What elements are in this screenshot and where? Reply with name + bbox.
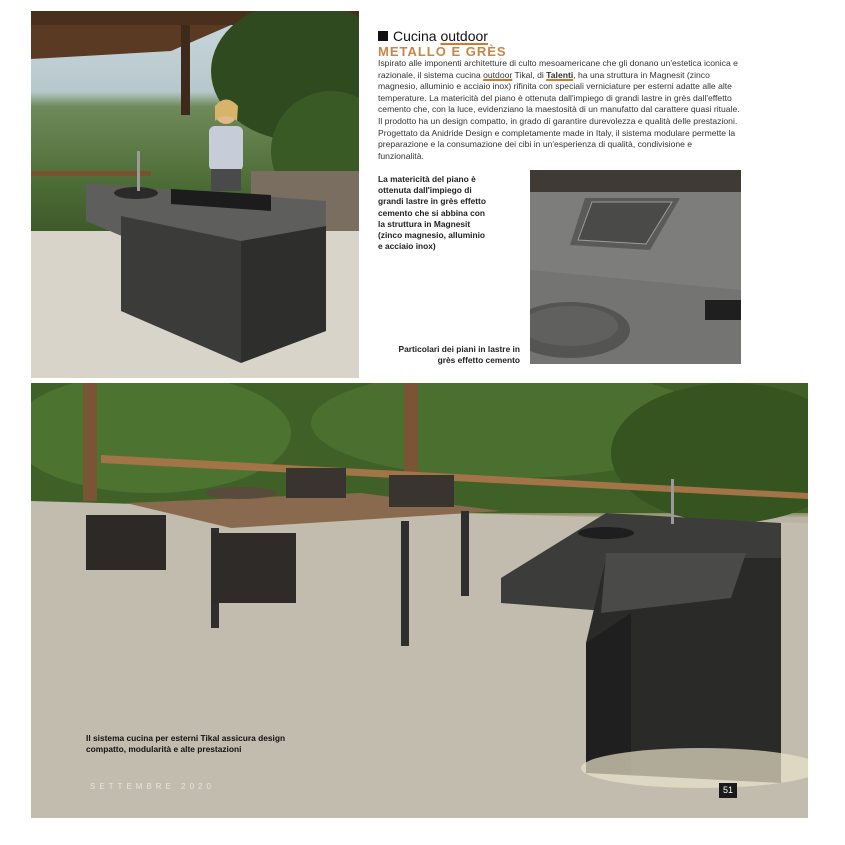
article-title-accent: outdoor: [440, 28, 488, 44]
body-text-accent: outdoor: [483, 69, 513, 80]
photo-outdoor-kitchen-woman: [31, 11, 359, 378]
title-row: [378, 28, 738, 44]
article-subtitle: METALLO E GRÈS: [378, 44, 507, 59]
caption-material: La matericità del piano è ottenuta dall'impiego di grandi lastre in grès effetto cemento che si abbina con la struttura in Magnesit (zinco magnesio, alluminio e acciaio inox): [378, 174, 486, 252]
caption-detail: Particolari dei piani in lastre in grès effetto cemento: [398, 344, 520, 366]
article-header: [378, 28, 738, 59]
body-text-part3: , ha una struttura in Magnesit (zinco magnesio, alluminio e acciaio inox) rifinita con speciali verniciature per esterni adatte alle alte temperature. La matericità del piano è ottenuta dall'impiego di grandi lastre in grès dall'effetto cemento che, con la luce, evidenziano la maestosità di un manufatto dal carattere quasi rituale. Il prodotto ha un design compatto, in grado di garantire durevolezza e qualità delle prestazioni. Progettato da Anidride Design e completamente made in Italy, il sistema modulare permette la preparazione e la consumazione dei cibi in un'esperienza di qualità, condivisione e funzionalità.: [378, 69, 740, 161]
body-brand-name: Talenti: [546, 69, 574, 80]
photo-sink-detail-illustration: [530, 170, 741, 364]
photo-outdoor-kitchen-woman-illustration: [31, 11, 359, 378]
article-body: [378, 58, 740, 162]
title-square-icon: [378, 31, 388, 41]
body-text-part1: Ispirato alle imponenti architetture di culto mesoamericane che gli donano un'estetica iconica e razionale, il sistema cucina: [378, 58, 738, 80]
caption-bottom: Il sistema cucina per esterni Tikal assicura design compatto, modularità e alte prestazioni: [86, 733, 286, 755]
photo-sink-detail: [530, 170, 741, 364]
body-text-part2: Tikal, di: [512, 69, 547, 80]
article-title-prefix: Cucina: [393, 28, 441, 44]
article-title: [393, 28, 488, 44]
page-number: 51: [719, 783, 737, 798]
footer-issue-date: SETTEMBRE 2020: [90, 782, 215, 791]
